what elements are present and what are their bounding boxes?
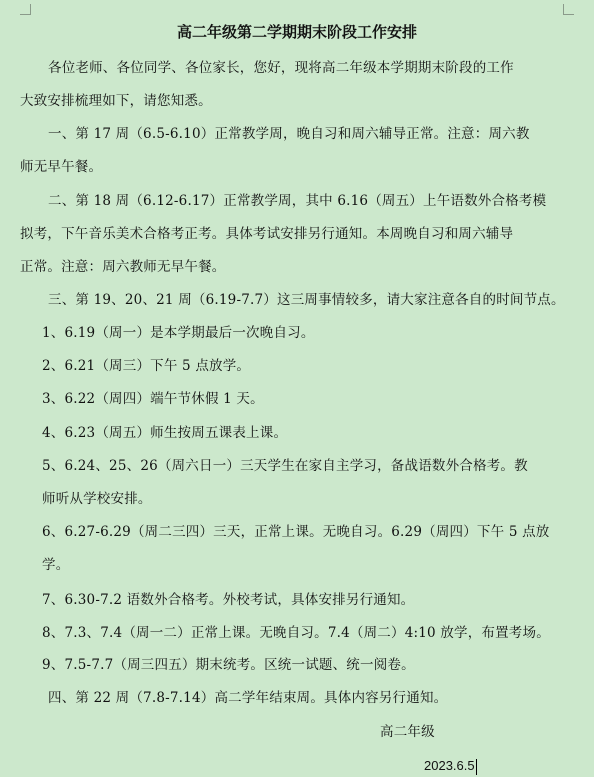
item-6-line-1: 6、6.27-6.29（周二三四）三天，正常上课。无晚自习。6.29（周四）下午 5 点放 <box>42 524 550 540</box>
item-5-line-2: 师听从学校安排。 <box>42 491 152 507</box>
item-6-line-2: 学。 <box>42 557 70 573</box>
date-line <box>424 757 477 775</box>
section-4-line-1: 四、第 22 周（7.8-7.14）高二学年结束周。具体内容另行通知。 <box>48 690 448 706</box>
item-4: 4、6.23（周五）师生按周五课表上课。 <box>42 425 288 441</box>
page-corner-mark-right <box>563 4 574 15</box>
section-1-line-2: 师无早午餐。 <box>20 159 103 175</box>
greeting-line-1: 各位老师、各位同学、各位家长，您好，现将高二年级本学期期末阶段的工作 <box>48 60 514 76</box>
item-7: 7、6.30-7.2 语数外合格考。外校考试，具体安排另行通知。 <box>42 592 415 608</box>
section-3-line-1: 三、第 19、20、21 周（6.19-7.7）这三周事情较多，请大家注意各自的时间节点。 <box>48 292 565 308</box>
date: 2023.6.5 <box>424 758 475 773</box>
section-2-line-3: 正常。注意：周六教师无早午餐。 <box>20 259 226 275</box>
page-corner-mark-left <box>20 4 31 15</box>
item-1: 1、6.19（周一）是本学期最后一次晚自习。 <box>42 325 315 341</box>
item-5-line-1: 5、6.24、25、26（周六日一）三天学生在家自主学习，备战语数外合格考。教 <box>42 458 528 474</box>
document-title: 高二年级第二学期期末阶段工作安排 <box>176 23 417 41</box>
section-1-line-1: 一、第 17 周（6.5-6.10）正常教学周，晚自习和周六辅导正常。注意：周六教 <box>48 126 530 142</box>
text-cursor <box>476 759 477 775</box>
item-9: 9、7.5-7.7（周三四五）期末统考。区统一试题、统一阅卷。 <box>42 657 415 673</box>
greeting-line-2: 大致安排梳理如下，请您知悉。 <box>20 93 212 109</box>
item-2: 2、6.21（周三）下午 5 点放学。 <box>42 358 251 374</box>
item-3: 3、6.22（周四）端午节休假 1 天。 <box>42 391 264 407</box>
section-2-line-2: 拟考，下午音乐美术合格考正考。具体考试安排另行通知。本周晚自习和周六辅导 <box>20 226 514 242</box>
section-2-line-1: 二、第 18 周（6.12-6.17）正常教学周，其中 6.16（周五）上午语数外合格考模 <box>48 193 547 209</box>
item-8: 8、7.3、7.4（周一二）正常上课。无晚自习。7.4（周二）4:10 放学，布置考场。 <box>42 625 550 641</box>
signature: 高二年级 <box>380 724 435 740</box>
